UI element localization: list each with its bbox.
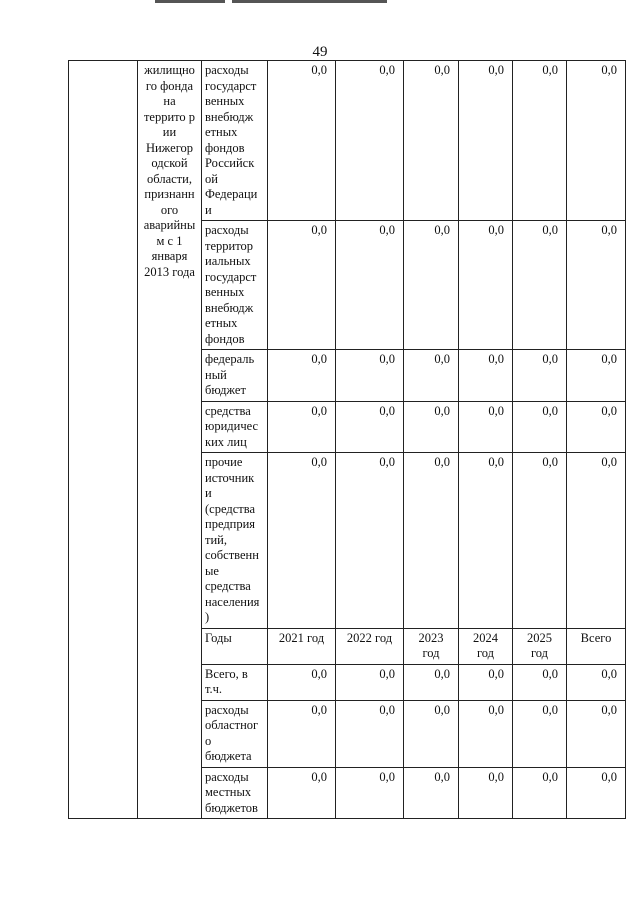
value-cell: 0,0: [459, 401, 513, 453]
value-cell: 0,0: [404, 221, 459, 350]
value-cell: 0,0: [567, 350, 626, 402]
page-number: 49: [312, 44, 328, 60]
value-cell: 0,0: [404, 700, 459, 767]
value-cell: 0,0: [567, 664, 626, 700]
value-cell: 0,0: [404, 453, 459, 629]
source-label-cell: прочие источник и (средства предприя тий, собственн ые средства населения ): [202, 453, 268, 629]
value-cell: 0,0: [336, 401, 404, 453]
value-cell: 0,0: [404, 664, 459, 700]
value-cell: 0,0: [459, 700, 513, 767]
value-cell: 0,0: [567, 767, 626, 819]
value-cell: 0,0: [268, 664, 336, 700]
table-body: [69, 61, 626, 819]
source-label-cell: расходы государст венных внебюдж етных фондов Российск ой Федераци и: [202, 61, 268, 221]
value-cell: 0,0: [513, 664, 567, 700]
year-header-cell: 2025 год: [513, 628, 567, 664]
funding-table: [68, 60, 626, 819]
value-cell: 0,0: [268, 350, 336, 402]
value-cell: 0,0: [336, 61, 404, 221]
scan-edge-mark: [155, 0, 225, 3]
value-cell: 0,0: [567, 453, 626, 629]
value-cell: 0,0: [459, 221, 513, 350]
value-cell: 0,0: [459, 350, 513, 402]
value-cell: 0,0: [268, 453, 336, 629]
source-label-cell: федераль ный бюджет: [202, 350, 268, 402]
year-header-cell: 2021 год: [268, 628, 336, 664]
value-cell: 0,0: [268, 401, 336, 453]
value-cell: 0,0: [268, 221, 336, 350]
source-label-cell: средства юридичес ких лиц: [202, 401, 268, 453]
value-cell: 0,0: [513, 350, 567, 402]
source-label-cell: Всего, в т.ч.: [202, 664, 268, 700]
year-header-cell: 2022 год: [336, 628, 404, 664]
year-header-cell: 2024 год: [459, 628, 513, 664]
value-cell: 0,0: [513, 453, 567, 629]
value-cell: 0,0: [404, 61, 459, 221]
source-label-cell: расходы территор иальных государст венных внебюдж етных фондов: [202, 221, 268, 350]
value-cell: 0,0: [513, 767, 567, 819]
value-cell: 0,0: [513, 221, 567, 350]
value-cell: 0,0: [336, 350, 404, 402]
scan-edge-mark: [232, 0, 387, 3]
year-header-cell: 2023 год: [404, 628, 459, 664]
value-cell: 0,0: [336, 700, 404, 767]
value-cell: 0,0: [513, 401, 567, 453]
year-header-cell: Всего: [567, 628, 626, 664]
value-cell: 0,0: [336, 221, 404, 350]
source-label-cell: расходы областног о бюджета: [202, 700, 268, 767]
value-cell: 0,0: [336, 767, 404, 819]
source-label-cell: Годы: [202, 628, 268, 664]
value-cell: 0,0: [404, 350, 459, 402]
value-cell: 0,0: [268, 61, 336, 221]
value-cell: 0,0: [567, 700, 626, 767]
source-label-cell: расходы местных бюджетов: [202, 767, 268, 819]
value-cell: 0,0: [268, 700, 336, 767]
value-cell: 0,0: [459, 664, 513, 700]
value-cell: 0,0: [459, 61, 513, 221]
value-cell: 0,0: [268, 767, 336, 819]
value-cell: 0,0: [404, 767, 459, 819]
value-cell: 0,0: [336, 453, 404, 629]
table-row: [69, 61, 626, 221]
value-cell: 0,0: [336, 664, 404, 700]
value-cell: 0,0: [513, 700, 567, 767]
value-cell: 0,0: [513, 61, 567, 221]
value-cell: 0,0: [459, 453, 513, 629]
value-cell: 0,0: [567, 221, 626, 350]
object-description-cell: жилищно го фонда на террито р ии Нижегор одской области, признанн ого аварийны м с 1 января 2013 года: [138, 61, 202, 819]
value-cell: 0,0: [567, 61, 626, 221]
value-cell: 0,0: [404, 401, 459, 453]
value-cell: 0,0: [459, 767, 513, 819]
value-cell: 0,0: [567, 401, 626, 453]
blank-cell: [69, 61, 138, 819]
